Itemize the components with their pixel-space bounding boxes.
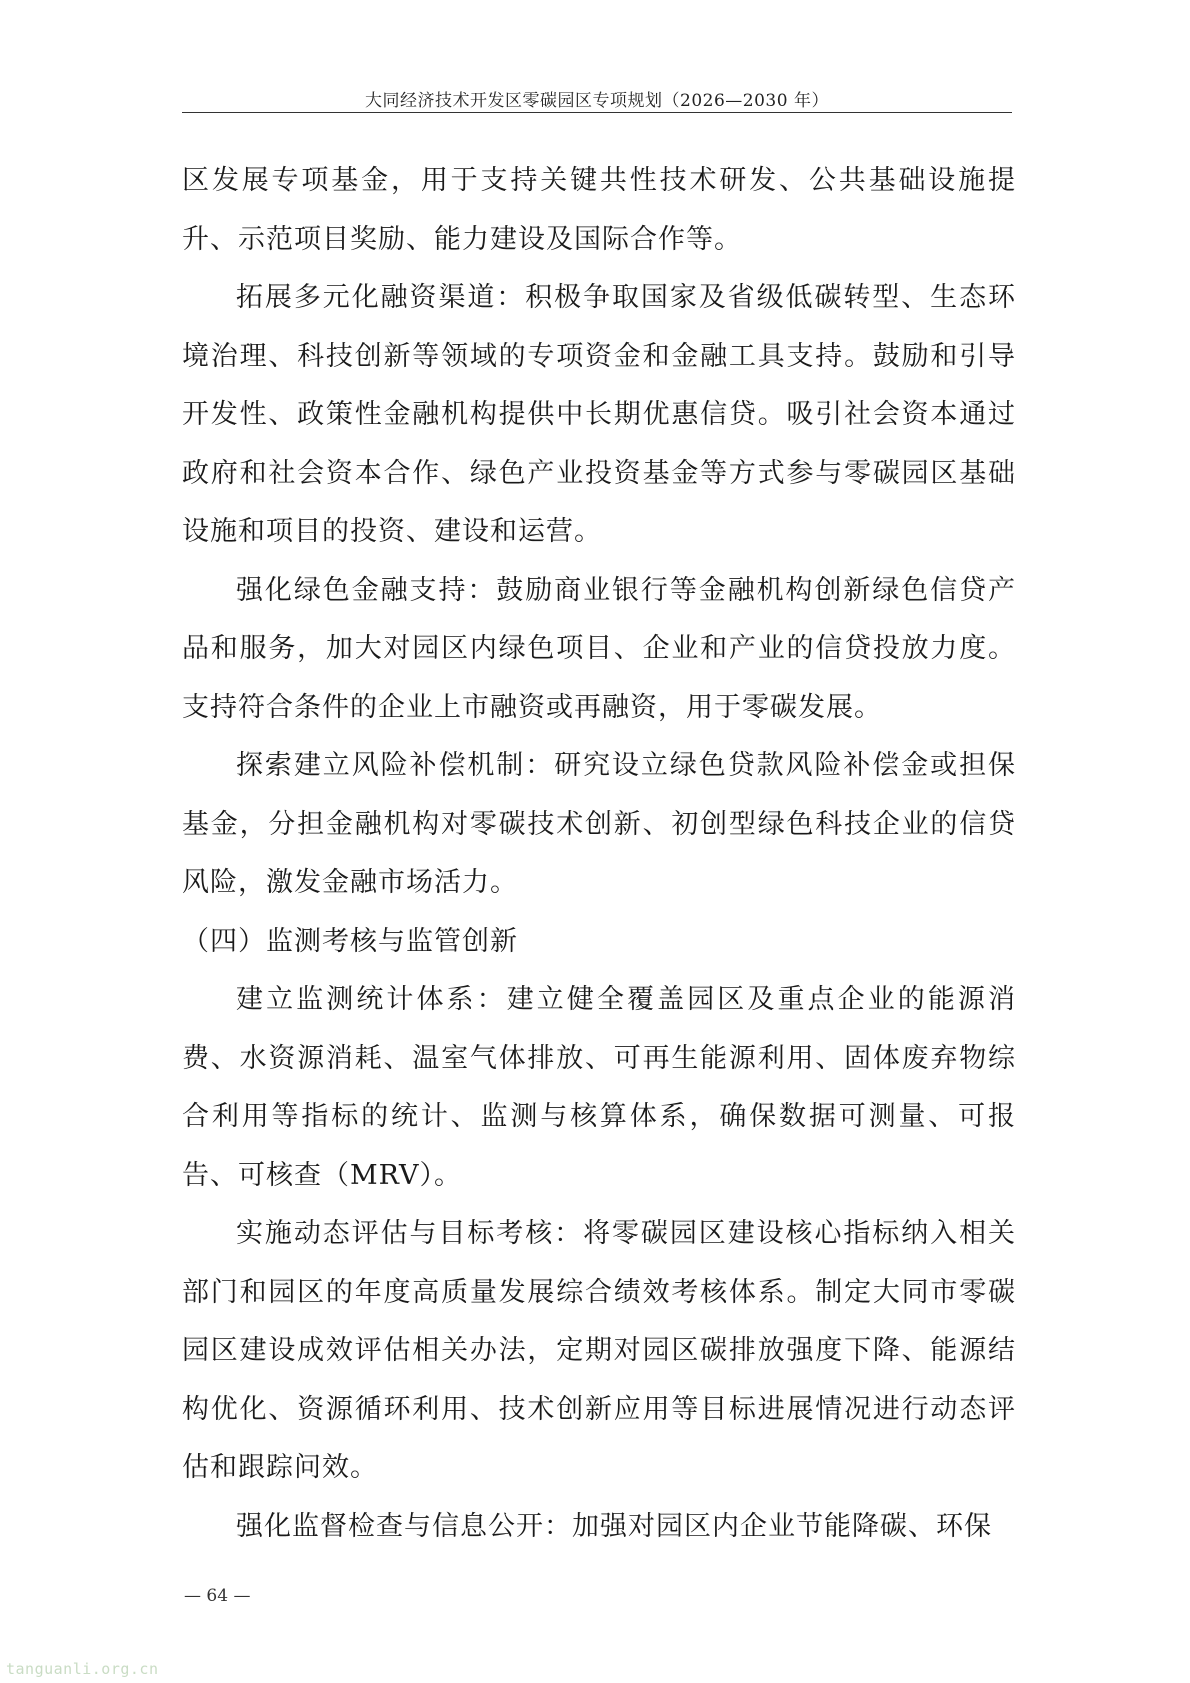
paragraph-dynamic-evaluation: 实施动态评估与目标考核：将零碳园区建设核心指标纳入相关部门和园区的年度高质量发展综合绩效考核体系。制定大同市零碳园区建设成效评估相关办法，定期对园区碳排放强度下降、能源结构优化、资源循环利用、技术创新应用等目标进展情况进行动态评估和跟踪问效。 xyxy=(182,1218,1016,1483)
paragraph-continuation: 区发展专项基金，用于支持关键共性技术研发、公共基础设施提升、示范项目奖励、能力建设及国际合作等。 xyxy=(182,165,1016,255)
paragraph-monitoring-system: 建立监测统计体系：建立健全覆盖园区及重点企业的能源消费、水资源消耗、温室气体排放、可再生能源利用、固体废弃物综合利用等指标的统计、监测与核算体系，确保数据可测量、可报告、可核查（MRV）。 xyxy=(182,984,1016,1191)
paragraph-risk-compensation: 探索建立风险补偿机制：研究设立绿色贷款风险补偿金或担保基金，分担金融机构对零碳技术创新、初创型绿色科技企业的信贷风险，激发金融市场活力。 xyxy=(182,750,1016,898)
page-number: — 64 — xyxy=(184,1586,251,1606)
paragraph-supervision: 强化监督检查与信息公开：加强对园区内企业节能降碳、环保 xyxy=(236,1510,992,1542)
paragraph-green-finance: 强化绿色金融支持：鼓励商业银行等金融机构创新绿色信贷产品和服务，加大对园区内绿色项目、企业和产业的信贷投放力度。支持符合条件的企业上市融资或再融资，用于零碳发展。 xyxy=(182,574,1016,723)
document-body xyxy=(182,152,1016,1556)
page-header-title: 大同经济技术开发区零碳园区专项规划（2026—2030 年） xyxy=(365,91,829,111)
paragraph-financing-channels: 拓展多元化融资渠道：积极争取国家及省级低碳转型、生态环境治理、科技创新等领域的专项资金和金融工具支持。鼓励和引导开发性、政策性金融机构提供中长期优惠信贷。吸引社会资本通过政府和社会资本合作、绿色产业投资基金等方式参与零碳园区基础设施和项目的投资、建设和运营。 xyxy=(182,282,1016,547)
watermark: tanguanli.org.cn xyxy=(6,1660,159,1678)
section-heading: （四）监测考核与监管创新 xyxy=(182,925,518,957)
header-divider xyxy=(182,112,1012,113)
